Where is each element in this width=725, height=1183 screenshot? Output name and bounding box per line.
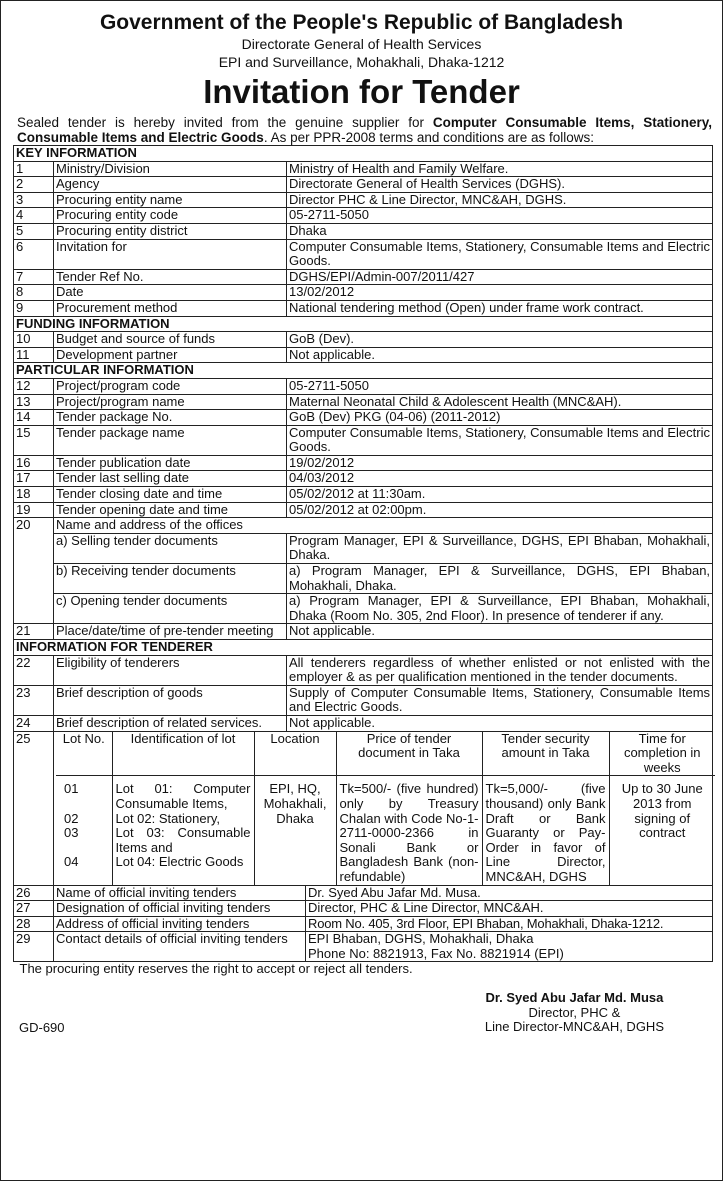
- row-label: Tender last selling date: [54, 471, 287, 487]
- row-label: Procuring entity district: [54, 223, 287, 239]
- row-label: Procurement method: [54, 300, 287, 316]
- table-row: [14, 564, 713, 594]
- row-value: Director, PHC & Line Director, MNC&AH.: [306, 901, 713, 917]
- table-row: [14, 502, 713, 518]
- row-label: Tender package name: [54, 425, 287, 455]
- lot-security: Tk=5,000/- (five thousand) only Bank Draft or Bank Guaranty or Pay-Order in favor of Line Director, MNC&AH, DGHS: [482, 776, 609, 885]
- table-row: [14, 394, 713, 410]
- row-label: Tender package No.: [54, 410, 287, 426]
- row-value: 19/02/2012: [287, 455, 713, 471]
- table-row: [14, 624, 713, 640]
- row-label: Tender closing date and time: [54, 487, 287, 503]
- lot-table: [56, 732, 715, 885]
- price-header: Price of tender document in Taka: [336, 732, 482, 776]
- office-address: EPI and Surveillance, Mohakhali, Dhaka-1212: [218, 54, 505, 70]
- row-value: 05-2711-5050: [287, 378, 713, 394]
- office-selling-label: a) Selling tender documents: [54, 533, 287, 563]
- table-row: [14, 487, 713, 503]
- row-label: Tender Ref No.: [54, 269, 287, 285]
- notice-header: [1, 11, 722, 111]
- row-number: 3: [14, 192, 54, 208]
- signatory-name: Dr. Syed Abu Jafar Md. Musa: [485, 990, 664, 1006]
- row-number: 16: [14, 455, 54, 471]
- table-row: [14, 177, 713, 193]
- row-number: 17: [14, 471, 54, 487]
- row-number: 22: [14, 655, 54, 685]
- lot-identifications: [112, 776, 254, 885]
- row-value: Supply of Computer Consumable Items, Stationery, Consumable Items and Electric Goods.: [287, 685, 713, 715]
- row-number: 4: [14, 208, 54, 224]
- row-value: DGHS/EPI/Admin-007/2011/427: [287, 269, 713, 285]
- row-label: Procuring entity code: [54, 208, 287, 224]
- row-label: Procuring entity name: [54, 192, 287, 208]
- row-number: 10: [14, 332, 54, 348]
- table-row: [14, 161, 713, 177]
- table-row: [14, 901, 713, 917]
- table-row: [14, 269, 713, 285]
- table-row: [14, 916, 713, 932]
- signatory-title-2: Line Director-MNC&AH, DGHS: [484, 1019, 664, 1035]
- reserve-note: The procuring entity reserves the right to accept or reject all tenders.: [14, 962, 713, 977]
- lot-completion-time: Up to 30 June 2013 from signing of contract: [609, 776, 715, 885]
- intro-goods: Computer Consumable Items, Stationery, Consumable Items and Electric Goods: [17, 115, 712, 145]
- intro-suffix: . As per PPR-2008 terms and conditions are as follows:: [263, 130, 594, 145]
- table-row: [14, 594, 713, 624]
- row-number: 6: [14, 239, 54, 269]
- row-label: Tender opening date and time: [54, 502, 287, 518]
- lot-header-row: [56, 732, 715, 776]
- table-row: [14, 410, 713, 426]
- row-label: Invitation for: [54, 239, 287, 269]
- row-number: 11: [14, 347, 54, 363]
- lot-number: 03: [64, 825, 79, 841]
- row-value: National tendering method (Open) under frame work contract.: [287, 300, 713, 316]
- row-label: Development partner: [54, 347, 287, 363]
- row-number: 24: [14, 715, 54, 731]
- office-opening-label: c) Opening tender documents: [54, 594, 287, 624]
- lot-identification: Lot 02: Stationery,: [115, 810, 221, 826]
- row-number: 14: [14, 410, 54, 426]
- intro-paragraph: [17, 115, 712, 145]
- table-row: [14, 471, 713, 487]
- row-value: Dr. Syed Abu Jafar Md. Musa.: [306, 885, 713, 901]
- row-label: Designation of official inviting tenders: [54, 901, 306, 917]
- row-number: 15: [14, 425, 54, 455]
- lot-identification: Lot 03: Consumable Items and: [115, 825, 251, 855]
- location-header: Location: [254, 732, 336, 776]
- row-value: [306, 932, 713, 962]
- row-number: 20: [14, 518, 54, 624]
- lot-no-header: Lot No.: [56, 732, 112, 776]
- row-number: 18: [14, 487, 54, 503]
- row-label: Date: [54, 285, 287, 301]
- tender-table: [13, 145, 713, 977]
- table-row: [14, 455, 713, 471]
- row-number: 21: [14, 624, 54, 640]
- time-header: Time for completion in weeks: [609, 732, 715, 776]
- signature-block: [485, 991, 664, 1035]
- row-value: GoB (Dev) PKG (04-06) (2011-2012): [287, 410, 713, 426]
- table-row: [14, 655, 713, 685]
- table-row: [14, 685, 713, 715]
- table-row: [14, 208, 713, 224]
- lot-number: 02: [64, 810, 79, 826]
- row-value: Ministry of Health and Family Welfare.: [287, 161, 713, 177]
- table-row: [14, 731, 713, 885]
- row-label: Name of official inviting tenders: [54, 885, 306, 901]
- row-number: 1: [14, 161, 54, 177]
- row-value: Room No. 405, 3rd Floor, EPI Bhaban, Mohakhali, Dhaka-1212.: [306, 916, 713, 932]
- contact-phone: Phone No: 8821913, Fax No. 8821914 (EPI): [308, 945, 564, 961]
- lot-numbers: [56, 776, 112, 885]
- row-value: 13/02/2012: [287, 285, 713, 301]
- table-row: [14, 285, 713, 301]
- row-number: 12: [14, 378, 54, 394]
- office-receiving-label: b) Receiving tender documents: [54, 564, 287, 594]
- lot-location: EPI, HQ, Mohakhali, Dhaka: [254, 776, 336, 885]
- row-value: 04/03/2012: [287, 471, 713, 487]
- lot-price: Tk=500/- (five hundred) only by Treasury Chalan with Code No-1-2711-0000-2366 in Sonali Bank or Bangladesh Bank (non-refundable): [336, 776, 482, 885]
- section-funding-information: FUNDING INFORMATION: [14, 316, 713, 332]
- row-number: 26: [14, 885, 54, 901]
- lot-table-cell: [54, 731, 713, 885]
- table-row: [14, 300, 713, 316]
- row-number: 29: [14, 932, 54, 962]
- lot-body-row: [56, 776, 715, 885]
- row-value: Not applicable.: [287, 624, 713, 640]
- table-row: [14, 533, 713, 563]
- row-number: 13: [14, 394, 54, 410]
- row-number: 7: [14, 269, 54, 285]
- row-label: Brief description of goods: [54, 685, 287, 715]
- row-value: GoB (Dev).: [287, 332, 713, 348]
- section-particular-information: PARTICULAR INFORMATION: [14, 363, 713, 379]
- row-value: Not applicable.: [287, 715, 713, 731]
- row-number: 23: [14, 685, 54, 715]
- row-value: Computer Consumable Items, Stationery, Consumable Items and Electric Goods.: [287, 239, 713, 269]
- row-label: Tender publication date: [54, 455, 287, 471]
- table-row: [14, 192, 713, 208]
- row-label: Name and address of the offices: [54, 518, 713, 534]
- section-key-information: KEY INFORMATION: [14, 146, 713, 162]
- row-value: 05-2711-5050: [287, 208, 713, 224]
- row-label: Contact details of official inviting tenders: [54, 932, 306, 962]
- table-row: [14, 425, 713, 455]
- government-name: Government of the People's Republic of Bangladesh: [99, 11, 624, 34]
- row-label: Project/program code: [54, 378, 287, 394]
- intro-prefix: Sealed tender is hereby invited from the genuine supplier for: [17, 115, 433, 130]
- row-number: 2: [14, 177, 54, 193]
- table-row: [14, 223, 713, 239]
- ident-header: Identification of lot: [112, 732, 254, 776]
- row-label: Address of official inviting tenders: [54, 916, 306, 932]
- row-number: 25: [14, 731, 54, 885]
- row-label: Project/program name: [54, 394, 287, 410]
- office-selling-value: Program Manager, EPI & Surveillance, DGHS, EPI Bhaban, Mohakhali, Dhaka.: [287, 533, 713, 563]
- lot-identification: Lot 01: Computer Consumable Items,: [115, 781, 251, 811]
- row-label: Eligibility of tenderers: [54, 655, 287, 685]
- office-receiving-value: a) Program Manager, EPI & Surveillance, DGHS, EPI Bhaban, Mohakhali, Dhaka.: [287, 564, 713, 594]
- notice-code: GD-690: [19, 1020, 65, 1036]
- row-value: 05/02/2012 at 02:00pm.: [287, 502, 713, 518]
- table-row: [14, 378, 713, 394]
- table-row: [14, 347, 713, 363]
- security-header: Tender security amount in Taka: [482, 732, 609, 776]
- lot-number: 01: [64, 781, 79, 797]
- row-value: Maternal Neonatal Child & Adolescent Health (MNC&AH).: [287, 394, 713, 410]
- row-value: Computer Consumable Items, Stationery, Consumable Items and Electric Goods.: [287, 425, 713, 455]
- row-value: 05/02/2012 at 11:30am.: [287, 487, 713, 503]
- table-row: [14, 332, 713, 348]
- row-number: 9: [14, 300, 54, 316]
- row-value: Director PHC & Line Director, MNC&AH, DGHS.: [287, 192, 713, 208]
- row-label: Ministry/Division: [54, 161, 287, 177]
- table-row: [14, 885, 713, 901]
- lot-number: 04: [64, 854, 79, 870]
- section-information-for-tenderer: INFORMATION FOR TENDERER: [14, 640, 713, 656]
- row-number: 8: [14, 285, 54, 301]
- row-number: 19: [14, 502, 54, 518]
- lot-identification: Lot 04: Electric Goods: [115, 854, 244, 870]
- row-label: Agency: [54, 177, 287, 193]
- table-row: [14, 715, 713, 731]
- table-row: [14, 239, 713, 269]
- row-value: All tenderers regardless of whether enlisted or not enlisted with the employer & as per qualification mentioned in the tender documents.: [287, 655, 713, 685]
- table-row: [14, 518, 713, 534]
- table-row: [14, 932, 713, 962]
- row-label: Budget and source of funds: [54, 332, 287, 348]
- row-number: 28: [14, 916, 54, 932]
- row-number: 27: [14, 901, 54, 917]
- signatory-title-1: Director, PHC &: [528, 1004, 621, 1020]
- row-label: Place/date/time of pre-tender meeting: [54, 624, 287, 640]
- directorate-name: Directorate General of Health Services: [241, 36, 482, 52]
- row-number: 5: [14, 223, 54, 239]
- row-label: Brief description of related services.: [54, 715, 287, 731]
- row-value: Directorate General of Health Services (DGHS).: [287, 177, 713, 193]
- notice-title: Invitation for Tender: [203, 73, 520, 110]
- row-value: Dhaka: [287, 223, 713, 239]
- row-value: Not applicable.: [287, 347, 713, 363]
- contact-address: EPI Bhaban, DGHS, Mohakhali, Dhaka: [308, 931, 534, 947]
- office-opening-value: a) Program Manager, EPI & Surveillance, EPI Bhaban, Mohakhali, Dhaka (Room No. 305, 2nd Floor). In presence of tenderer if any.: [287, 594, 713, 624]
